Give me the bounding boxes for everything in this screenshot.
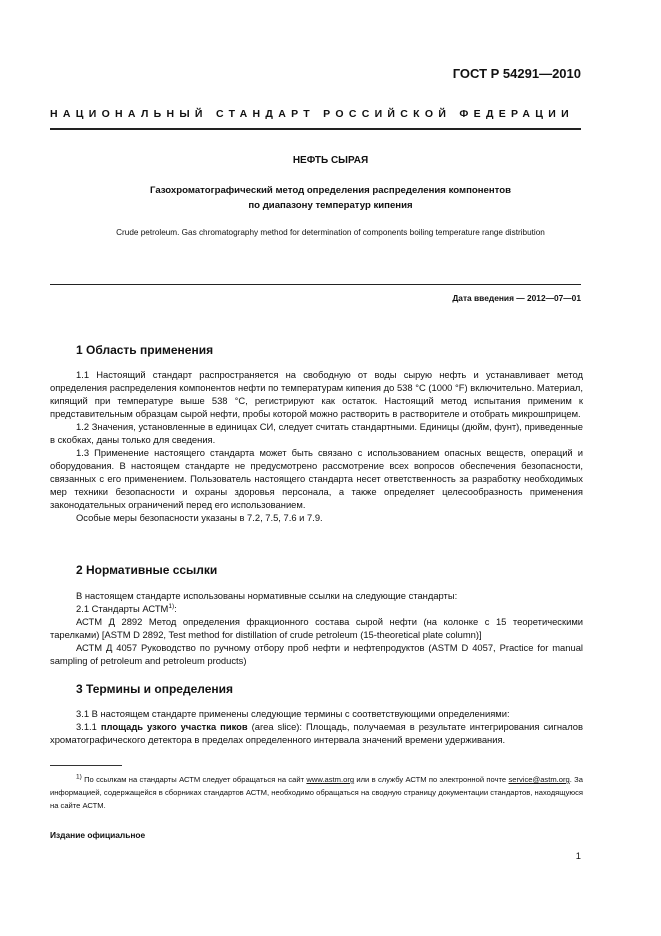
paragraph-1-3: 1.3 Применение настоящего стандарта может быть связано с использованием опасных веществ, операций и оборудования. В настоящем стандарте не предусмотрено рассмотрение всех вопросов обеспечения безопасности, связанных с его применением. Пользователь настоящего стандарта несет ответственность за разработку необходимых мер техники безопасности и охраны здоровья персонала, а также определяет целесообразность применения законодательных ограничений перед его использованием. — [50, 447, 583, 510]
term-number: 3.1.1 — [76, 721, 101, 732]
document-title: НЕФТЬ СЫРАЯ — [292, 155, 369, 166]
term-name: площадь узкого участка пиков — [100, 721, 248, 732]
paragraph-1-2: 1.2 Значения, установленные в единицах СИ, следует считать стандартными. Единицы (дюйм, фунт), приведенные в скобках, даны только для сведения. — [50, 421, 583, 445]
national-standard-banner: НАЦИОНАЛЬНЫЙ СТАНДАРТ РОССИЙСКОЙ ФЕДЕРАЦИИ — [50, 108, 574, 120]
standard-number: ГОСТ Р 54291—2010 — [452, 66, 581, 81]
paragraph-1-1: 1.1 Настоящий стандарт распространяется на свободную от воды сырую нефть и устанавливает метод определения распределения компонентов нефти по температурам кипения до 538 °C (1000 °F) включительно. Материал, кипящий при температуре выше 538 °C, регистрируют как остаток. Настоящий метод испытания применим к представительным образцам сырой нефти, пробы которой можно растворить в растворителе и отобрать микрошприцем. — [50, 369, 583, 419]
intro-date: Дата введения — 2012—07—01 — [452, 293, 581, 303]
astm-site-link[interactable]: www.astm.org — [306, 775, 355, 784]
paragraph-2-intro: В настоящем стандарте использованы нормативные ссылки на следующие стандарты: — [76, 590, 458, 601]
footnote-marker: 1) — [76, 773, 82, 781]
subtitle-line-2: по диапазону температур кипения — [248, 200, 413, 211]
footnote-rule — [50, 765, 122, 766]
reference-d4057: АСТМ Д 4057 Руководство по ручному отбору проб нефти и нефтепродуктов (ASTM D 4057, Practice for manual sampling of petroleum and petroleum products) — [50, 642, 583, 666]
section-2-heading — [76, 563, 217, 577]
english-title: Crude petroleum. Gas chromatography method for determination of components boiling temperature range distribution — [116, 228, 545, 237]
edition-label: Издание официальное — [50, 830, 146, 840]
document-subtitle — [60, 183, 601, 213]
paragraph-3-1-1 — [50, 720, 583, 746]
section-1-body — [50, 368, 583, 524]
title-rule — [50, 284, 581, 285]
header-rule — [50, 128, 581, 130]
section-heading: 2 Нормативные ссылки — [76, 563, 218, 577]
footnote-part-2: или в службу АСТМ по электронной почте — [354, 775, 509, 784]
section-heading: 3 Термины и определения — [76, 682, 234, 696]
section-2-body — [50, 589, 583, 667]
footnote-text — [50, 773, 583, 812]
astm-label: 2.1 Стандарты АСТМ — [76, 603, 169, 614]
paragraph-3-1: 3.1 В настоящем стандарте применены следующие термины с соответствующими определениями: — [76, 708, 510, 719]
section-3-heading — [76, 682, 233, 696]
footnote — [50, 773, 583, 812]
section-1-heading — [76, 343, 213, 357]
subtitle-line-1: Газохроматографический метод определения распределения компонентов — [150, 185, 511, 196]
footnote-part-1: По ссылкам на стандарты АСТМ следует обращаться на сайт — [81, 775, 307, 784]
section-heading: 1 Область применения — [76, 343, 214, 357]
page-number: 1 — [575, 850, 581, 861]
footnote-ref[interactable]: 1) — [168, 602, 175, 610]
footnote-part-3: . За информацией, содержащейся в сборниках стандартов АСТМ, необходимо обращаться на сводную страницу документации стандартов, находящуюся на сайте АСТМ. — [50, 775, 583, 810]
reference-d2892: АСТМ Д 2892 Метод определения фракционного состава сырой нефти (на колонке с 15 теоретическими тарелками) [ASTM D 2892, Test method for distillation of crude petroleum (15-theoretical plate column)] — [50, 616, 583, 640]
section-3-body — [50, 707, 583, 746]
term-english: (area slice): — [247, 721, 307, 732]
astm-email-link[interactable]: service@astm.org — [508, 775, 570, 784]
colon: : — [174, 603, 177, 614]
paragraph-2-1 — [50, 602, 583, 615]
term-definition: Площадь, получаемая в результате интегрирования сигналов хроматографического детектора в пределах определенного интервала значений времени удерживания. — [50, 721, 583, 745]
paragraph-safety: Особые меры безопасности указаны в 7.2, 7.5, 7.6 и 7.9. — [76, 512, 323, 523]
